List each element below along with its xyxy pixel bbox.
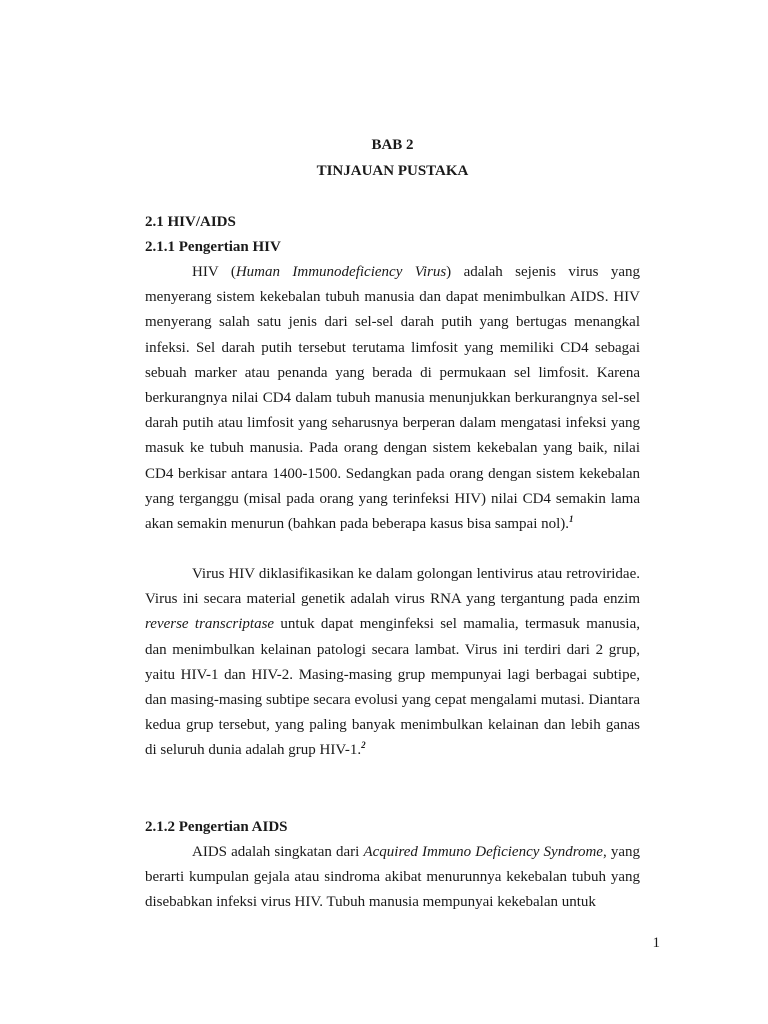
page-number: 1 bbox=[652, 935, 660, 951]
paragraph-hiv-classification bbox=[145, 562, 640, 764]
p1-text-a: HIV ( bbox=[192, 264, 236, 280]
section-heading-2-1-2: 2.1.2 Pengertian AIDS bbox=[145, 819, 288, 835]
p2-italic-term: reverse transcriptase bbox=[145, 616, 275, 633]
chapter-title: TINJAUAN PUSTAKA bbox=[316, 163, 469, 179]
p3-text-a: AIDS adalah singkatan dari bbox=[192, 844, 364, 860]
section-heading-2-1-1: 2.1.1 Pengertian HIV bbox=[145, 239, 281, 255]
p3-italic-term: Acquired Immuno Deficiency Syndrome bbox=[363, 844, 603, 860]
p2-text-a: Virus HIV diklasifikasikan ke dalam golongan lentivirus atau retroviridae. Virus ini secara material genetik adalah virus RNA yang tergantung pada enzim bbox=[145, 566, 640, 608]
p1-italic-term: Human Immunodeficiency Virus bbox=[235, 264, 447, 280]
paragraph-aids-definition bbox=[145, 840, 640, 916]
p3-text-b: , yang berarti kumpulan gejala atau sindroma akibat menurunnya kekebalan tubuh yang disebabkan infeksi virus HIV. Tubuh manusia mempunyai kekebalan untuk bbox=[145, 844, 640, 911]
paragraph-hiv-definition bbox=[145, 260, 640, 537]
chapter-number: BAB 2 bbox=[371, 137, 414, 153]
p1-text-b: ) adalah sejenis virus yang menyerang sistem kekebalan tubuh manusia dan dapat menimbulkan AIDS. HIV menyerang salah satu jenis dari sel-sel darah putih yang bertugas menangkal infeksi. Sel darah putih tersebut terutama limfosit yang memiliki CD4 sebagai sebuah marker atau penanda yang berada di permukaan sel limfosit. Karena berkurangnya nilai CD4 dalam tubuh manusia menunjukkan berkurangnya sel-sel darah putih atau limfosit yang seharusnya berperan dalam mengatasi infeksi yang masuk ke tubuh manusia. Pada orang dengan sistem kekebalan yang baik, nilai CD4 berkisar antara 1400-1500. Sedangkan pada orang dengan sistem kekebalan yang terganggu (misal pada orang yang terinfeksi HIV) nilai CD4 semakin lama akan semakin menurun (bahkan pada beberapa kasus bisa sampai nol). bbox=[145, 264, 640, 533]
section-heading-2-1: 2.1 HIV/AIDS bbox=[145, 214, 236, 230]
footnote-ref-1: 1 bbox=[569, 514, 574, 525]
p2-text-b: untuk dapat menginfeksi sel mamalia, termasuk manusia, dan menimbulkan kelainan patologi secara lambat. Virus ini terdiri dari 2 grup, yaitu HIV-1 dan HIV-2. Masing-masing grup mempunyai lagi berbagai subtipe, dan masing-masing subtipe secara evolusi yang cepat mengalami mutasi. Diantara kedua grup tersebut, yang paling banyak menimbulkan kelainan dan lebih ganas di seluruh dunia adalah grup HIV-1. bbox=[145, 616, 640, 759]
footnote-ref-2: 2 bbox=[361, 740, 366, 751]
